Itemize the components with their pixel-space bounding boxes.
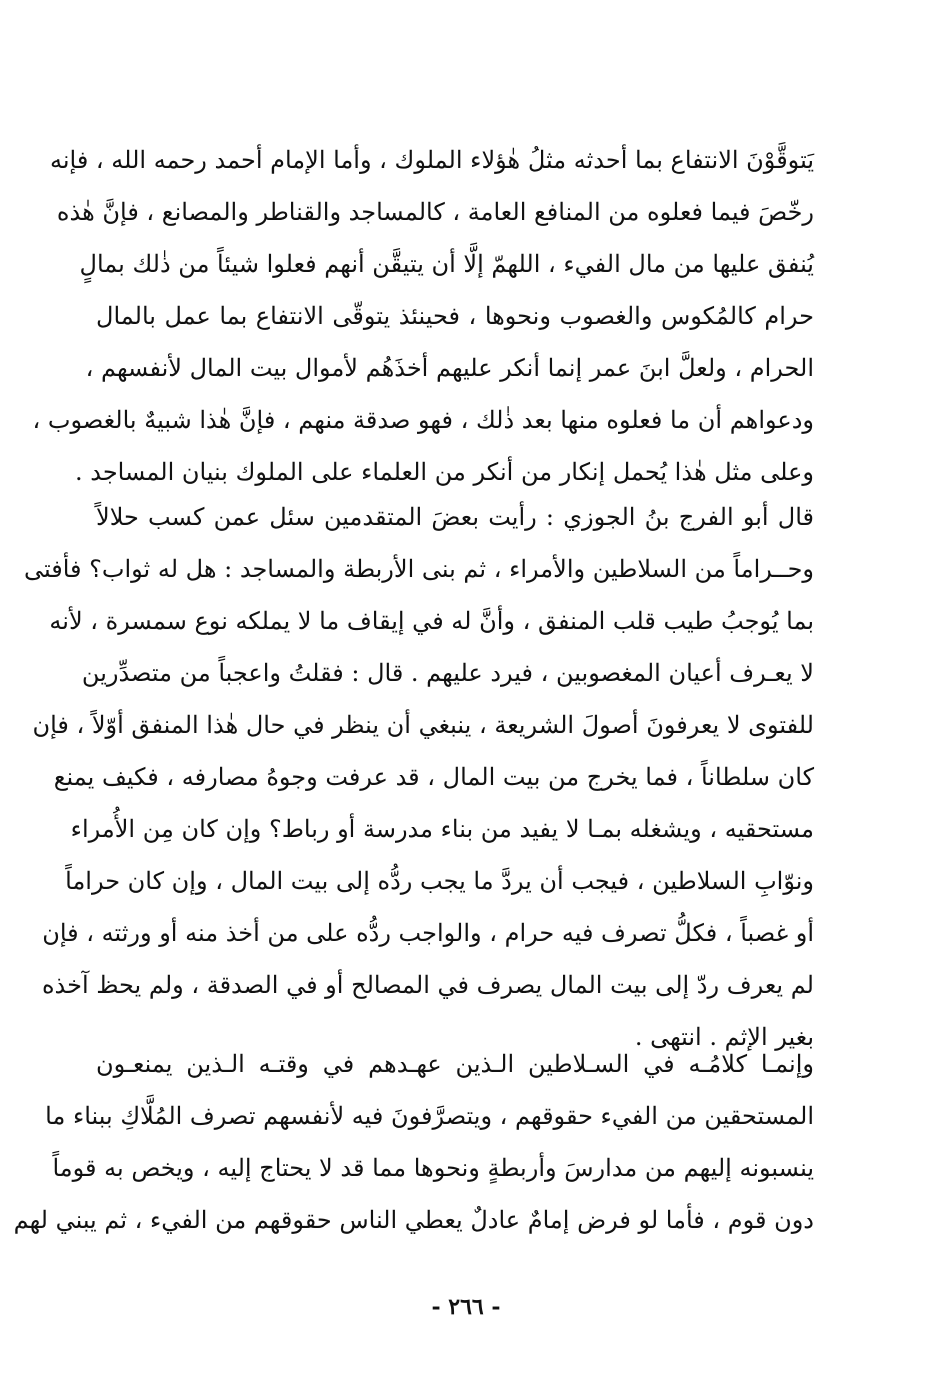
text-line: حرام كالمُكوس والغصوب ونحوها ، فحينئذ يتوقّى الانتفاع بما عمل بالمال (96, 302, 814, 330)
text-line: ونوّابِ السلاطين ، فيجب أن يردَّ ما يجب ردُّه إلى بيت المال ، وإن كان حراماً (65, 867, 814, 895)
text-line: وحــراماً من السلاطين والأمراء ، ثم بنى الأربطة والمساجد : هل له ثواب؟ فأفتى (24, 555, 814, 583)
text-line: وعلى مثل هٰذا يُحمل إنكار من أنكر من العلماء على الملوك بنيان المساجد . (74, 458, 814, 486)
paragraph-3 (13, 1038, 814, 1246)
text-line: لا يعـرف أعيان المغصوبين ، فيرد عليهم . قال : فقلتُ واعجباً من متصدِّرين (81, 659, 814, 687)
text-line: قال أبو الفرج بنُ الجوزي : رأيت بعضَ المتقدمين سئل عمن كسب حلالاً (96, 503, 814, 531)
text-line: دون قوم ، فأما لو فرض إمامٌ عادلٌ يعطي الناس حقوقهم من الفيء ، ثم يبني لهم (13, 1206, 814, 1234)
text-line: كان سلطاناً ، فما يخرج من بيت المال ، قد عرفت وجوهُ مصارفه ، فكيف يمنع (53, 763, 814, 791)
text-line: أو غصباً ، فكلُّ تصرف فيه حرام ، والواجب ردُّه على من أخذ منه أو ورثته ، فإن (42, 919, 814, 947)
text-line: للفتوى لا يعرفونَ أصولَ الشريعة ، ينبغي أن ينظر في حال هٰذا المنفق أوّلاً ، فإن (32, 711, 814, 739)
text-line: المستحقين من الفيء حقوقهم ، ويتصرَّفونَ فيه لأنفسهم تصرف المُلَّاكِ ببناء ما (45, 1102, 814, 1130)
page-number: - ٢٦٦ - (431, 1294, 501, 1320)
paragraph-1 (32, 134, 814, 498)
text-line: بما يُوجبُ طيب قلب المنفق ، وأنَّ له في إيقاف ما لا يملكه نوع سمسرة ، لأنه (49, 607, 814, 635)
text-line: يَتوقَّوْنَ الانتفاع بما أحدثه مثلُ هٰؤلاء الملوك ، وأما الإمام أحمد رحمه الله ، فإنه (49, 146, 814, 174)
text-line: ينسبونه إليهم من مدارسَ وأربطةٍ ونحوها مما قد لا يحتاج إليه ، ويخص به قوماً (52, 1154, 814, 1182)
text-line: بغير الإثم . انتهى . (634, 1023, 814, 1051)
text-line: الحرام ، ولعلَّ ابنَ عمر إنما أنكر عليهم أخذَهُم لأموال بيت المال لأنفسهم ، (85, 354, 814, 382)
paragraph-2 (24, 491, 814, 1063)
text-line: لم يعرف ردّ إلى بيت المال يصرف في المصالح أو في الصدقة ، ولم يحظ آخذه (41, 971, 814, 999)
text-line: يُنفق عليها من مال الفيء ، اللهمّ إلَّا أن يتيقَّن أنهم فعلوا شيئاً من ذٰلك بمالٍ (79, 250, 814, 278)
text-line: مستحقيه ، ويشغله بمـا لا يفيد من بناء مدرسة أو رباط؟ وإن كان مِن الأُمراء (70, 815, 814, 843)
text-line: وإنمـا كلامُـه في السـلاطين الـذين عهـدهم في وقتـه الـذين يمنعـون (96, 1050, 814, 1078)
text-line: رخّصَ فيما فعلوه من المنافع العامة ، كالمساجد والقناطر والمصانع ، فإنَّ هٰذه (56, 198, 814, 226)
text-line: ودعواهم أن ما فعلوه منها بعد ذٰلك ، فهو صدقة منهم ، فإنَّ هٰذا شبيهٌ بالغصوب ، (32, 406, 814, 434)
